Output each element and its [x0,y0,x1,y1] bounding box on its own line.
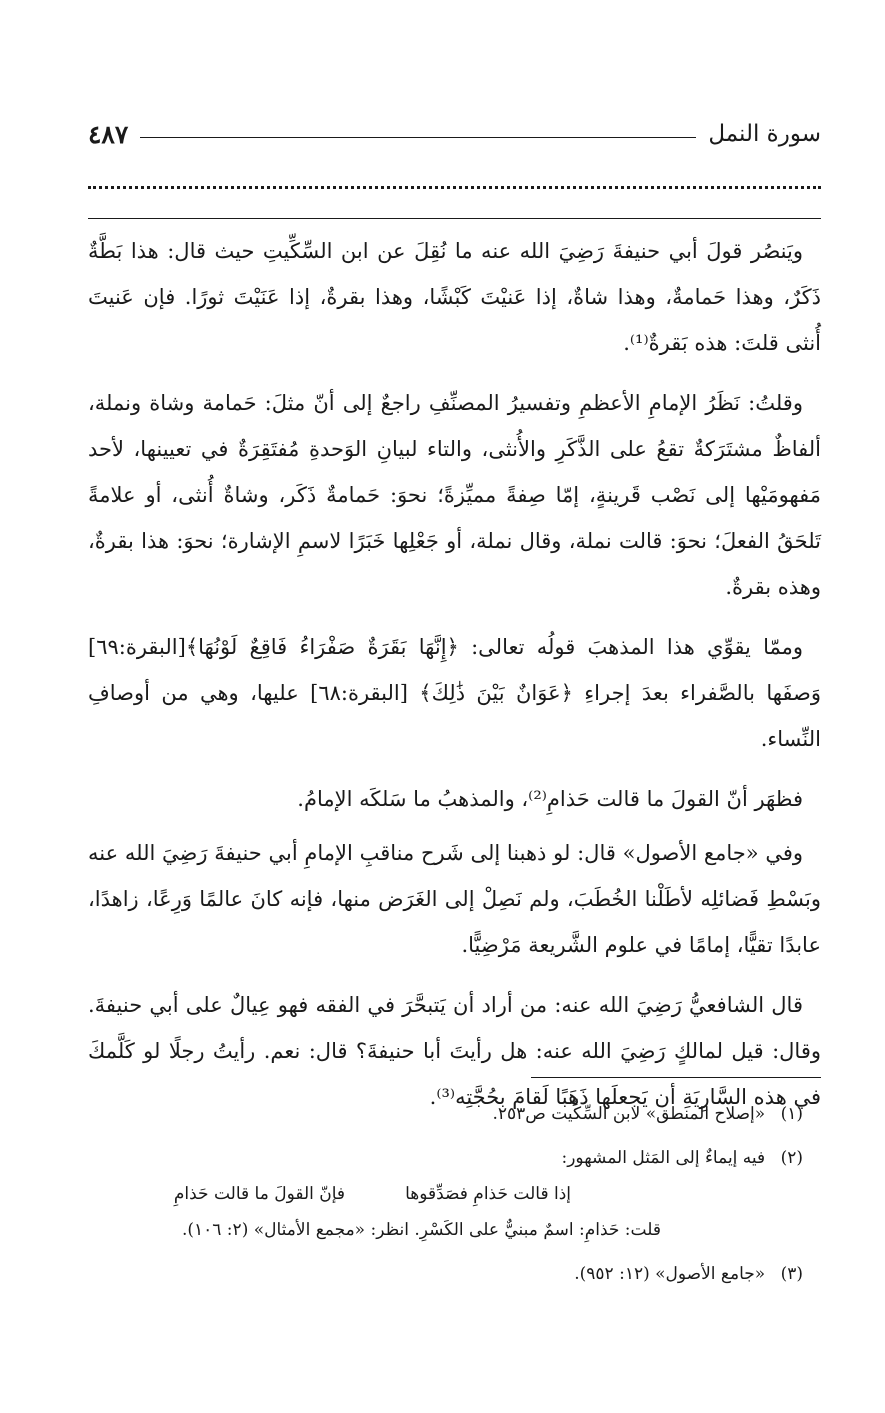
page-number: ٤٨٧ [88,119,129,149]
footnote-label: (٢) [780,1148,803,1168]
footnote-1 [88,1096,821,1132]
paragraph-author-note: وقلتُ: نَظَرُ الإمامِ الأعظمِ وتفسيرُ المصنِّفِ راجعٌ إلى أنّ مثلَ: حَمامة وشاة ونملة، ألفاظٌ مشتَرَكةٌ تقعُ على الذَّكَرِ والأُنثى، والتاء لبيانِ الوَحدةِ مُفتَقِرَةٌ في تعيينها، لأحد مَفهومَيْها إلى نَصْب قَرينةٍ، إمّا صِفةً مميِّزةً؛ نحوَ: حَمامةٌ ذَكَر، وشاةٌ أُنثى، أو علامةً تَلحَقُ الفعلَ؛ نحوَ: قالت نملة، وقال نملة، أو جَعْلِها خَبَرًا لاسمِ الإشارة؛ نحوَ: هذا بقرةٌ، وهذه بقرةٌ. [88,391,821,599]
main-text [88,228,821,1134]
verse-first-hemistich: إذا قالت حَذامِ فصَدِّقوها [405,1184,571,1204]
dotted-separator [88,186,821,203]
paragraph-quranic-evidence: وممّا يقوِّي هذا المذهبَ قولُه تعالى: ﴿إِنَّهَا بَقَرَةٌ صَفْرَاءُ فَاقِعٌ لَوْنُهَا﴾[البقرة:٦٩] وَصفَها بالصَّفراء بعدَ إجراءِ ﴿عَوَانٌ بَيْنَ ذَٰلِكَ﴾ [البقرة:٦٨] عليها، وهي من أوصافِ النِّساء. [88,635,821,751]
surah-title: سورة النمل [708,121,821,147]
footnotes [88,1096,821,1300]
running-header [88,114,821,154]
footnote-3 [88,1256,821,1292]
header-underline [88,218,821,219]
paragraph-jami-al-usul: وفي «جامع الأصول» قال: لو ذهبنا إلى شَرح مناقبِ الإمامِ أبي حنيفةَ رَضِيَ الله عنه وبَسْطِ فَضائلِه لأطَلْنا الخُطَبَ، ولم نَصِلْ إلى الغَرَض منها، فإنه كانَ عالمًا وَرِعًا، زاهدًا، عابدًا تقيًّا، إمامًا في علوم الشَّريعة مَرْضِيًّا. [88,841,821,957]
verse-second-hemistich: فإنّ القولَ ما قالت حَذامِ [173,1184,346,1204]
paragraph-conclusion: فظهَر أنّ القولَ ما قالت حَذامِ⁽²⁾، والمذهبُ ما سَلكَه الإمامُ. [297,787,803,811]
footnote-text: «إصلاح المنطق» لابن السِّكِّيت ص٢٥٣. [492,1104,766,1124]
footnote-text: «جامع الأصول» (١٢: ٩٥٢). [574,1264,766,1284]
footnote-label: (٣) [780,1264,803,1284]
footnote-2-note: قلت: حَذامِ: اسمٌ مبنيٌّ على الكَسْرِ. انظر: «مجمع الأمثال» (٢: ١٠٦). [181,1220,661,1240]
footnote-rule [531,1077,821,1078]
book-page [88,0,821,1413]
poetry-verse [88,1176,821,1212]
footnote-label: (١) [780,1104,803,1124]
paragraph-shafii-malik: قال الشافعيُّ رَضِيَ الله عنه: من أراد أن يَتبحَّرَ في الفقه فهو عِيالٌ على أبي حنيفةَ. وقال: قيل لمالكٍ رَضِيَ الله عنه: هل رأيتَ أبا حنيفةَ؟ قال: نعم. رأيتُ رجلًا لو كَلَّمكَ في هذه السَّارِيَةِ أن يَجعلَها ذَهَبًا لَقامَ بحُجَّتِه⁽³⁾. [88,993,821,1109]
paragraph-ibn-sikkit: ويَنصُر قولَ أبي حنيفةَ رَضِيَ الله عنه ما نُقِلَ عن ابن السِّكِّيتِ حيث قال: هذا بَطَّةٌ ذَكَرٌ، وهذا حَمامةٌ، وهذا شاةٌ، إذا عَنيْتَ كَبْشًا، وهذا بقرةٌ، إذا عَنَيْتَ ثورًا. فإن عَنيتَ أُنثى قلتَ: هذه بَقرةٌ⁽¹⁾. [88,239,821,355]
header-rule [140,137,696,138]
footnote-2 [88,1140,821,1176]
footnote-text: فيه إيماءٌ إلى المَثل المشهور: [561,1148,766,1168]
